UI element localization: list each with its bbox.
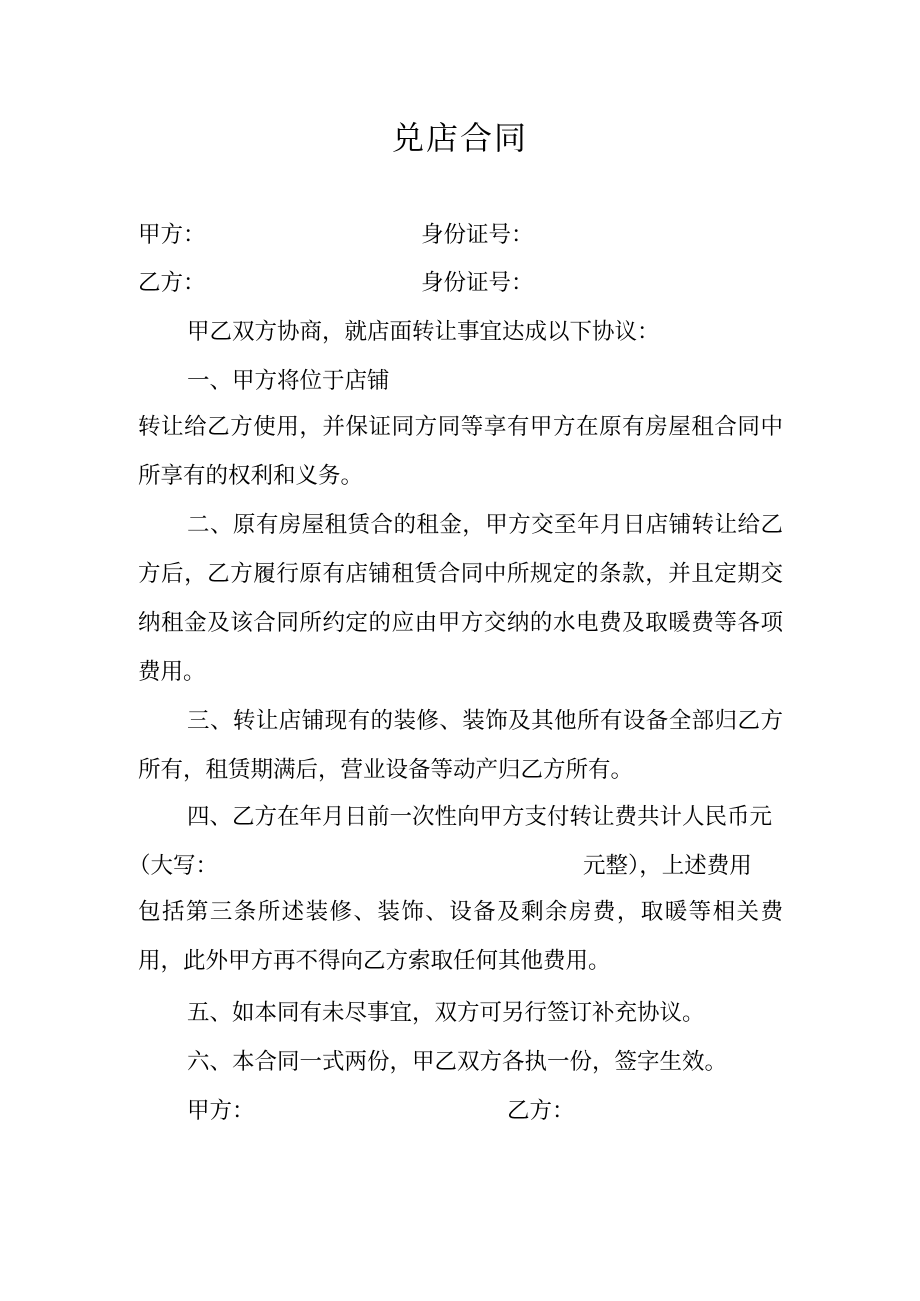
clause-1-continuation <box>138 403 783 501</box>
clause-6: 六、本合同一式两份，甲乙双方各执一份，签字生效。 <box>187 1049 728 1075</box>
clause-2-text: 二、原有房屋租赁合的租金，甲方交至年月日店铺转让给乙方后，乙方履行原有店铺租赁合同中所规定的条款，并且定期交纳租金及该合同所约定的应由甲方交纳的水电费及取暖费等各项费用。 <box>138 512 783 685</box>
party-b-id-label: 身份证号： <box>421 270 534 296</box>
party-a-label: 甲方： <box>138 222 206 248</box>
party-a-id-label: 身份证号： <box>421 222 534 248</box>
clause-3-text: 三、转让店铺现有的装修、装饰及其他所有设备全部归乙方所有，租赁期满后，营业设备等动产归乙方所有。 <box>138 708 783 783</box>
clause-1-text: 转让给乙方使用，并保证同方同等享有甲方在原有房屋租合同中所享有的权利和义务。 <box>138 414 783 489</box>
clause-4-first-line: 四、乙方在年月日前一次性向甲方支付转让费共计人民币元 <box>187 804 773 830</box>
clause-4-continuation <box>138 888 783 986</box>
signature-party-a-label: 甲方： <box>187 1098 255 1124</box>
clause-5: 五、如本同有未尽事宜，双方可另行签订补充协议。 <box>187 1000 705 1026</box>
clause-4-capital-tail: 元整），上述费用 <box>583 853 752 879</box>
clause-4-capital-label: （大写： <box>128 853 219 879</box>
clause-1-first-line: 一、甲方将位于店铺 <box>187 368 390 394</box>
party-b-label: 乙方： <box>138 270 206 296</box>
clause-2 <box>138 501 783 697</box>
clause-3 <box>138 697 783 795</box>
intro-paragraph: 甲乙双方协商，就店面转让事宜达成以下协议： <box>187 319 660 345</box>
signature-party-b-label: 乙方： <box>507 1098 575 1124</box>
page-title: 兑店合同 <box>391 119 528 157</box>
clause-4-text: 包括第三条所述装修、装饰、设备及剩余房费，取暖等相关费用，此外甲方再不得向乙方索取任何其他费用。 <box>138 899 783 974</box>
